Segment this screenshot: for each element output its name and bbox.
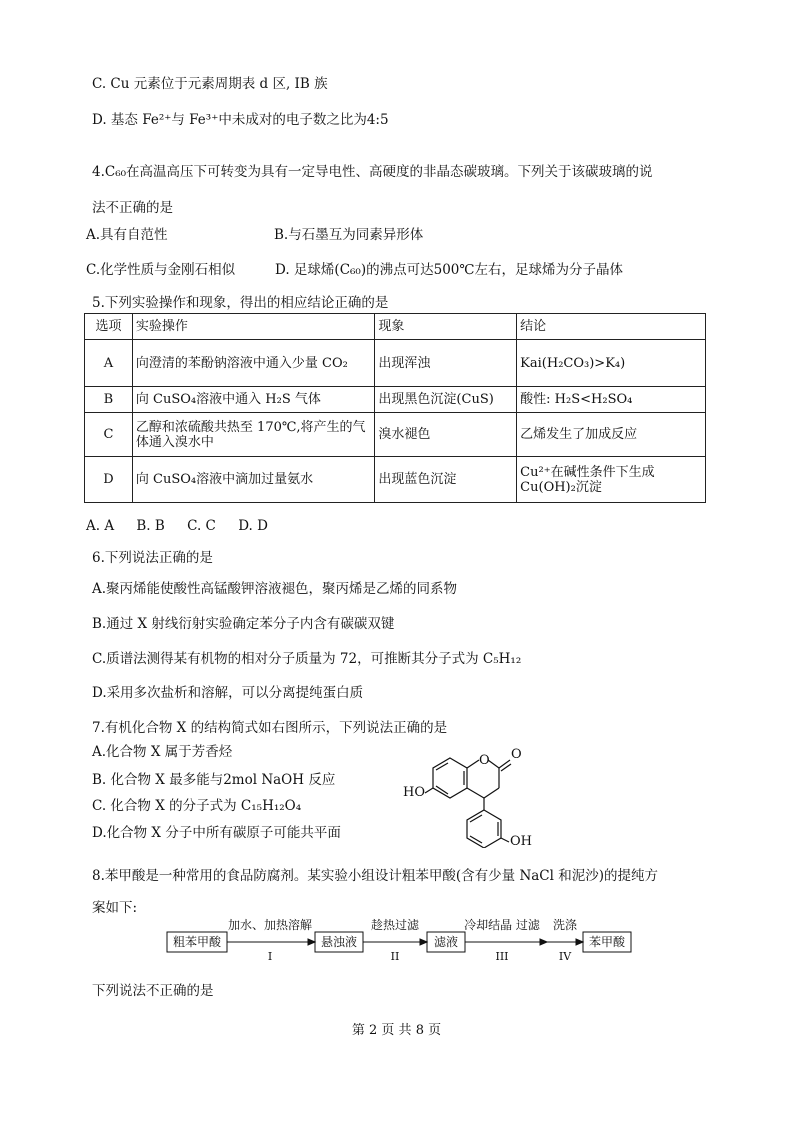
flow-label-product: 苯甲酸 [588,935,626,949]
row-d-operation: 向 CuSO₄溶液中滴加过量氨水 [132,457,375,503]
q5-stem: 5.下列实验操作和现象，得出的相应结论正确的是 [92,295,389,311]
flow-label-filtrate: 滤液 [433,935,459,949]
q3-option-c: C. Cu 元素位于元素周期表 d 区, IB 族 [92,76,328,92]
q7-option-c: C. 化合物 X 的分子式为 C₁₅H₁₂O₄ [92,798,302,814]
flow-num-1: I [267,950,273,963]
q5-answer-b: B. B [136,518,165,534]
oh-bottom-label: OH [510,834,532,848]
flow-num-2: II [390,950,400,963]
q4-option-c: C.化学性质与金刚石相似 [86,262,236,278]
q6-option-c: C.质谱法测得某有机物的相对分子质量为 72，可推断其分子式为 C₅H₁₂ [92,651,522,667]
row-d-conclusion: Cu²⁺在碱性条件下生成 Cu(OH)₂沉淀 [517,457,706,503]
header-phenomenon: 现象 [375,314,517,340]
q5-answer-c: C. C [187,518,216,534]
q4-stem: 4.C₆₀在高温高压下可转变为具有一定导电性、高硬度的非晶态碳玻璃。下列关于该碳玻璃的说 [92,164,653,180]
row-b-option: B [85,387,133,413]
header-operation: 实验操作 [132,314,375,340]
header-conclusion: 结论 [517,314,706,340]
flow-step-4: 洗涤 [552,918,578,932]
row-b-conclusion: 酸性: H₂S<H₂SO₄ [517,387,706,413]
q6-option-b: B.通过 X 射线衍射实验确定苯分子内含有碳碳双键 [92,616,395,632]
flow-label-suspension: 悬浊液 [320,935,358,949]
q3-option-d: D. 基态 Fe²⁺与 Fe³⁺中未成对的电子数之比为4:5 [92,112,389,128]
ho-left-label: HO [403,785,425,800]
ring-oxygen-label: O [479,753,490,768]
row-a-option: A [85,340,133,387]
compound-x-structure [400,738,550,848]
flow-step-2: 趁热过滤 [370,918,420,932]
flow-step-3: 冷却结晶 过滤 [464,918,540,932]
q8-stem-cont: 案如下: [92,900,138,916]
q5-answer-d: D. D [238,518,268,534]
row-c-conclusion: 乙烯发生了加成反应 [517,413,706,457]
header-option: 选项 [85,314,133,340]
experiment-table [84,313,706,503]
row-a-conclusion: Kai(H₂CO₃)>K₄) [517,340,706,387]
q6-option-d: D.采用多次盐析和溶解，可以分离提纯蛋白质 [92,685,364,701]
q4-stem-cont: 法不正确的是 [92,200,173,216]
page-footer: 第 2 页 共 8 页 [351,1023,442,1038]
purification-flowchart [165,915,635,965]
flow-num-3: III [495,950,509,963]
row-c-option: C [85,413,133,457]
q5-answer-a: A. A [86,518,115,534]
q6-option-a: A.聚丙烯能使酸性高锰酸钾溶液褪色，聚丙烯是乙烯的同系物 [92,581,458,597]
row-c-phenomenon: 溴水褪色 [375,413,517,457]
carbonyl-oxygen-label: O [511,747,522,762]
q7-option-b: B. 化合物 X 最多能与2mol NaOH 反应 [92,772,336,788]
q5-answer-options [86,517,286,535]
q6-stem: 6.下列说法正确的是 [92,550,213,566]
row-a-operation: 向澄清的苯酚钠溶液中通入少量 CO₂ [132,340,375,387]
q4-option-a: A.具有自范性 [86,227,168,243]
row-b-operation: 向 CuSO₄溶液中通入 H₂S 气体 [132,387,375,413]
q4-option-b: B.与石墨互为同素异形体 [274,227,424,243]
row-d-option: D [85,457,133,503]
row-a-phenomenon: 出现浑浊 [375,340,517,387]
q4-option-d: D. 足球烯(C₆₀)的沸点可达500℃左右，足球烯为分子晶体 [275,262,623,278]
flow-label-crude: 粗苯甲酸 [172,935,222,949]
q8-followup: 下列说法不正确的是 [92,983,214,999]
flow-step-1: 加水、加热溶解 [227,918,313,932]
row-d-phenomenon: 出现蓝色沉淀 [375,457,517,503]
q7-stem: 7.有机化合物 X 的结构简式如右图所示，下列说法正确的是 [92,720,448,736]
q7-option-d: D.化合物 X 分子中所有碳原子可能共平面 [92,825,341,841]
q8-stem: 8.苯甲酸是一种常用的食品防腐剂。某实验小组设计粗苯甲酸(含有少量 NaCl 和泥沙)的提纯方 [92,868,659,884]
flow-num-4: IV [558,950,572,963]
row-c-operation: 乙醇和浓硫酸共热至 170℃,将产生的气体通入溴水中 [132,413,375,457]
row-b-phenomenon: 出现黑色沉淀(CuS) [375,387,517,413]
q7-option-a: A.化合物 X 属于芳香烃 [92,744,233,760]
